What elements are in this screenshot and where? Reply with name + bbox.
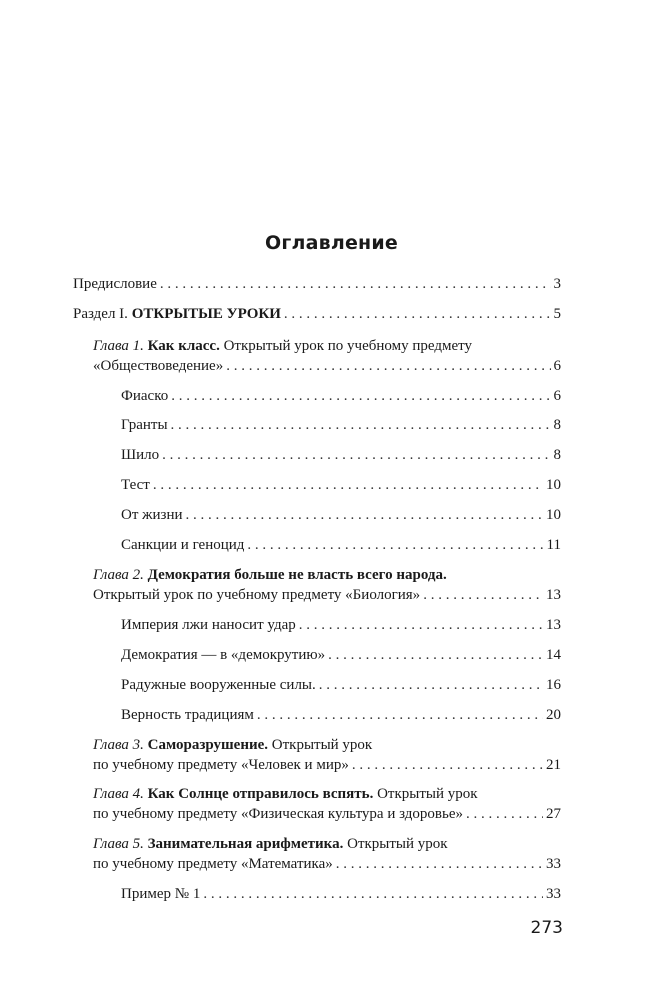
chapter-number: Глава 2. bbox=[93, 567, 144, 583]
leader-dots bbox=[160, 275, 551, 293]
toc-entry-chapter-5[interactable] bbox=[93, 855, 561, 873]
toc-page-number: 13 bbox=[546, 617, 561, 633]
leader-dots bbox=[319, 676, 543, 694]
toc-entry-section-1[interactable] bbox=[73, 305, 561, 323]
toc-subentry[interactable] bbox=[121, 706, 561, 724]
toc-subentry[interactable] bbox=[121, 506, 561, 524]
toc-chapter-4-heading[interactable] bbox=[93, 785, 478, 803]
toc-entry-label: От жизни bbox=[121, 507, 183, 523]
leader-dots bbox=[226, 357, 550, 375]
toc-entry-chapter-3[interactable] bbox=[93, 756, 561, 774]
toc-entry-chapter-4[interactable] bbox=[93, 805, 561, 823]
chapter-title: Демократия больше не власть всего народа. bbox=[147, 567, 447, 583]
leader-dots bbox=[299, 616, 543, 634]
leader-dots bbox=[153, 476, 543, 494]
chapter-subtitle: Открытый урок bbox=[268, 737, 373, 753]
chapter-number: Глава 1. bbox=[93, 338, 144, 354]
toc-page-number: 20 bbox=[546, 707, 561, 723]
toc-page-number: 11 bbox=[546, 537, 561, 553]
toc-entry-preface[interactable] bbox=[73, 275, 561, 293]
toc-chapter-1-heading[interactable] bbox=[93, 337, 472, 355]
leader-dots bbox=[336, 855, 543, 873]
toc-entry-label: Открытый урок по учебному предмету «Биология» bbox=[93, 587, 421, 603]
page-number: 273 bbox=[530, 918, 563, 938]
toc-subentry[interactable] bbox=[121, 387, 561, 405]
chapter-title: Как класс. bbox=[147, 338, 220, 354]
leader-dots bbox=[466, 805, 543, 823]
toc-page-number: 10 bbox=[546, 507, 561, 523]
toc-subentry[interactable] bbox=[121, 416, 561, 434]
toc-entry-label: «Обществоведение» bbox=[93, 358, 224, 374]
toc-page-number: 14 bbox=[546, 647, 561, 663]
leader-dots bbox=[247, 536, 543, 554]
toc-subentry[interactable] bbox=[121, 446, 561, 464]
toc-chapter-5-heading[interactable] bbox=[93, 835, 448, 853]
toc-page-number: 5 bbox=[553, 306, 561, 322]
toc-page-number: 33 bbox=[546, 856, 561, 872]
leader-dots bbox=[352, 756, 543, 774]
toc-page-number: 27 bbox=[546, 806, 561, 822]
toc-page-number: 16 bbox=[546, 677, 561, 693]
toc-page-number: 6 bbox=[553, 388, 561, 404]
toc-entry-label: Радужные вооруженные силы. bbox=[121, 677, 316, 693]
toc-entry-label: Империя лжи наносит удар bbox=[121, 617, 296, 633]
toc-entry-chapter-2[interactable] bbox=[93, 586, 561, 604]
chapter-number: Глава 5. bbox=[93, 836, 144, 852]
toc-entry-label: Верность традициям bbox=[121, 707, 254, 723]
toc-subentry[interactable] bbox=[121, 676, 561, 694]
toc-entry-label: Пример № 1 bbox=[121, 886, 201, 902]
leader-dots bbox=[284, 305, 551, 323]
leader-dots bbox=[328, 646, 543, 664]
toc-entry-label bbox=[73, 305, 281, 323]
toc-page-number: 3 bbox=[553, 276, 561, 292]
leader-dots bbox=[257, 706, 543, 724]
toc-entry-label: Демократия — в «демокрутию» bbox=[121, 647, 326, 663]
toc-entry-label: Гранты bbox=[121, 417, 168, 433]
leader-dots bbox=[171, 416, 551, 434]
section-title: ОТКРЫТЫЕ УРОКИ bbox=[131, 306, 281, 322]
toc-entry-label: Шило bbox=[121, 447, 160, 463]
leader-dots bbox=[186, 506, 543, 524]
chapter-title: Занимательная арифметика. bbox=[147, 836, 344, 852]
leader-dots bbox=[203, 885, 543, 903]
toc-entry-chapter-1[interactable] bbox=[93, 357, 561, 375]
chapter-subtitle: Открытый урок по учебному предмету bbox=[219, 338, 473, 354]
toc-entry-label: Санкции и геноцид bbox=[121, 537, 245, 553]
toc-subentry[interactable] bbox=[121, 646, 561, 664]
toc-entry-label: Тест bbox=[121, 477, 150, 493]
chapter-title: Саморазрушение. bbox=[147, 737, 269, 753]
toc-subentry[interactable] bbox=[121, 476, 561, 494]
chapter-subtitle: Открытый урок bbox=[373, 786, 478, 802]
toc-entry-label: Предисловие bbox=[73, 276, 157, 292]
chapter-number: Глава 3. bbox=[93, 737, 144, 753]
toc-page-number: 8 bbox=[553, 447, 561, 463]
chapter-subtitle: Открытый урок bbox=[343, 836, 448, 852]
toc-entry-label: по учебному предмету «Человек и мир» bbox=[93, 757, 349, 773]
toc-page-number: 13 bbox=[546, 587, 561, 603]
toc-page-number: 33 bbox=[546, 886, 561, 902]
toc-subentry[interactable] bbox=[121, 536, 561, 554]
toc-page-number: 21 bbox=[546, 757, 561, 773]
toc-page-number: 8 bbox=[553, 417, 561, 433]
page-title: Оглавление bbox=[265, 232, 398, 254]
toc-entry-label: Фиаско bbox=[121, 388, 169, 404]
toc-chapter-3-heading[interactable] bbox=[93, 736, 372, 754]
leader-dots bbox=[171, 387, 550, 405]
toc-page-number: 6 bbox=[553, 358, 561, 374]
section-prefix: Раздел I. bbox=[73, 306, 132, 322]
toc-entry-label: по учебному предмету «Физическая культура и здоровье» bbox=[93, 806, 463, 822]
toc-subentry[interactable] bbox=[121, 885, 561, 903]
toc-page-number: 10 bbox=[546, 477, 561, 493]
leader-dots bbox=[423, 586, 543, 604]
toc-chapter-2-heading[interactable] bbox=[93, 566, 447, 584]
chapter-title: Как Солнце отправилось вспять. bbox=[147, 786, 374, 802]
chapter-number: Глава 4. bbox=[93, 786, 144, 802]
toc-entry-label: по учебному предмету «Математика» bbox=[93, 856, 333, 872]
toc-subentry[interactable] bbox=[121, 616, 561, 634]
leader-dots bbox=[162, 446, 550, 464]
